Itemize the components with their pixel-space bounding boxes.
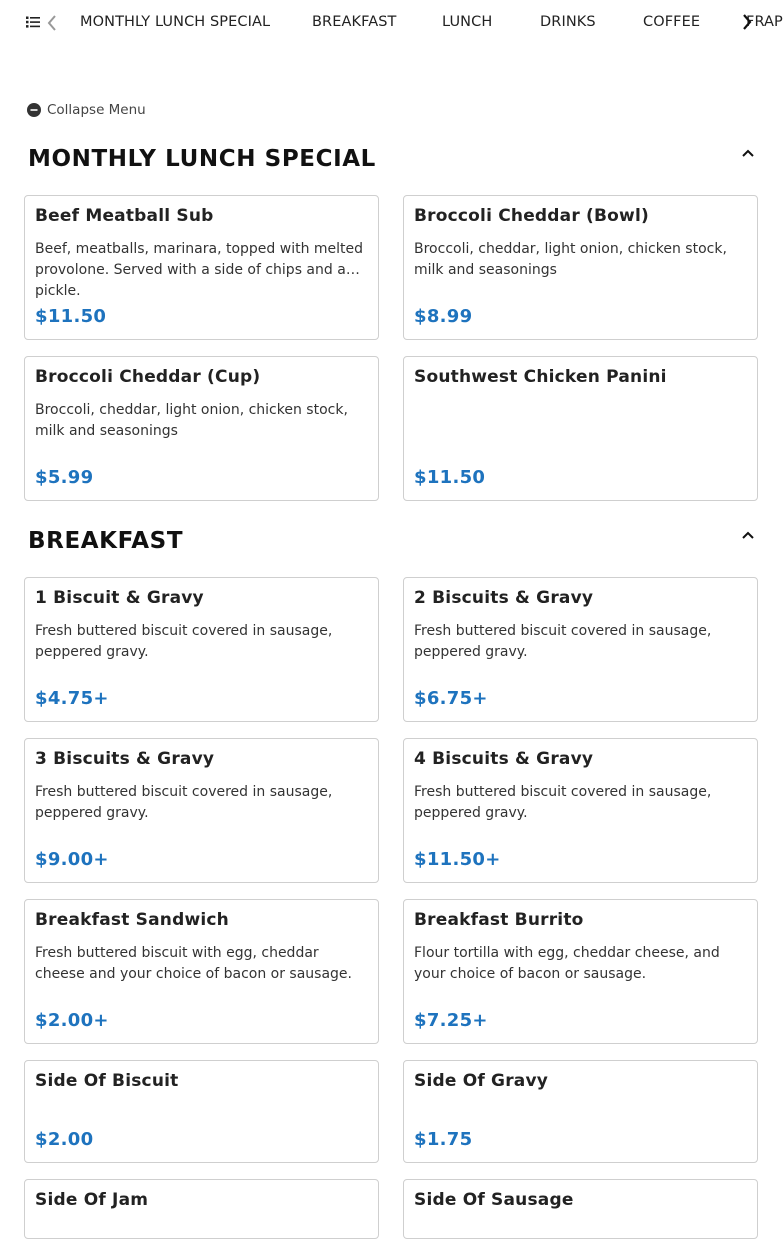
minus-circle-icon [27, 103, 41, 117]
item-description: Broccoli, cheddar, light onion, chicken stock, milk and seasonings [414, 241, 727, 278]
item-price: $11.50 [414, 467, 486, 488]
menu-item-card[interactable] [24, 1179, 379, 1239]
nav-tab-drinks[interactable]: DRINKS [540, 14, 596, 30]
item-price: $11.50 [35, 306, 107, 327]
item-name: 2 Biscuits & Gravy [414, 588, 594, 608]
menu-item-card[interactable] [24, 738, 379, 883]
nav-tab-breakfast[interactable]: BREAKFAST [312, 14, 397, 30]
item-name: 1 Biscuit & Gravy [35, 588, 204, 608]
item-price: $11.50+ [414, 849, 501, 870]
section-title-breakfast: BREAKFAST [28, 528, 184, 554]
item-name: Side Of Sausage [414, 1190, 574, 1210]
chevron-up-icon[interactable] [741, 148, 755, 158]
menu-item-card[interactable] [403, 195, 758, 340]
menu-item-card[interactable] [403, 356, 758, 501]
item-description: Fresh buttered biscuit with egg, cheddar cheese and your choice of bacon or sausage. [35, 945, 352, 982]
item-description: Fresh buttered biscuit covered in sausage, peppered gravy. [35, 623, 333, 660]
chevron-right-icon[interactable] [741, 13, 753, 31]
item-name: Breakfast Burrito [414, 910, 584, 930]
collapse-menu-label: Collapse Menu [47, 102, 146, 118]
collapse-menu-button[interactable] [27, 101, 146, 119]
menu-item-card[interactable] [24, 577, 379, 722]
item-description: Fresh buttered biscuit covered in sausage, peppered gravy. [35, 784, 333, 821]
menu-item-card[interactable] [403, 738, 758, 883]
item-description: Fresh buttered biscuit covered in sausage, peppered gravy. [414, 784, 712, 821]
item-price: $5.99 [35, 467, 94, 488]
menu-item-card[interactable] [403, 1060, 758, 1163]
nav-tab-frap[interactable]: FRAP [746, 14, 783, 30]
item-name: 3 Biscuits & Gravy [35, 749, 215, 769]
menu-item-card[interactable] [403, 899, 758, 1044]
item-price: $6.75+ [414, 688, 488, 709]
item-price: $2.00 [35, 1129, 94, 1150]
item-price: $1.75 [414, 1129, 473, 1150]
item-price: $4.75+ [35, 688, 109, 709]
item-description: Fresh buttered biscuit covered in sausage, peppered gravy. [414, 623, 712, 660]
menu-item-card[interactable] [24, 356, 379, 501]
section-title-monthly-lunch-special: MONTHLY LUNCH SPECIAL [28, 146, 376, 172]
chevron-up-icon[interactable] [741, 530, 755, 540]
item-description: Flour tortilla with egg, cheddar cheese, and your choice of bacon or sausage. [414, 945, 720, 982]
menu-item-card[interactable] [403, 577, 758, 722]
item-price: $2.00+ [35, 1010, 109, 1031]
chevron-left-icon[interactable] [46, 14, 58, 32]
menu-item-card[interactable] [403, 1179, 758, 1239]
item-name: Side Of Biscuit [35, 1071, 179, 1091]
menu-item-card[interactable] [24, 899, 379, 1044]
item-name: Side Of Jam [35, 1190, 149, 1210]
item-name: 4 Biscuits & Gravy [414, 749, 594, 769]
list-icon[interactable] [25, 14, 41, 30]
nav-tab-coffee[interactable]: COFFEE [643, 14, 701, 30]
item-description: Broccoli, cheddar, light onion, chicken stock, milk and seasonings [35, 402, 348, 439]
nav-tab-lunch[interactable]: LUNCH [442, 14, 493, 30]
item-description: Beef, meatballs, marinara, topped with melted provolone. Served with a side of chips and a pickle. [35, 241, 364, 299]
menu-item-card[interactable] [24, 195, 379, 340]
item-price: $9.00+ [35, 849, 109, 870]
item-name: Breakfast Sandwich [35, 910, 229, 930]
item-name: Broccoli Cheddar (Cup) [35, 367, 261, 387]
item-name: Southwest Chicken Panini [414, 367, 667, 387]
item-name: Side Of Gravy [414, 1071, 549, 1091]
item-price: $7.25+ [414, 1010, 488, 1031]
nav-tab-monthly-lunch-special[interactable]: MONTHLY LUNCH SPECIAL [80, 14, 271, 30]
item-price: $8.99 [414, 306, 473, 327]
item-name: Beef Meatball Sub [35, 206, 214, 226]
menu-item-card[interactable] [24, 1060, 379, 1163]
item-name: Broccoli Cheddar (Bowl) [414, 206, 649, 226]
category-nav [0, 0, 782, 46]
